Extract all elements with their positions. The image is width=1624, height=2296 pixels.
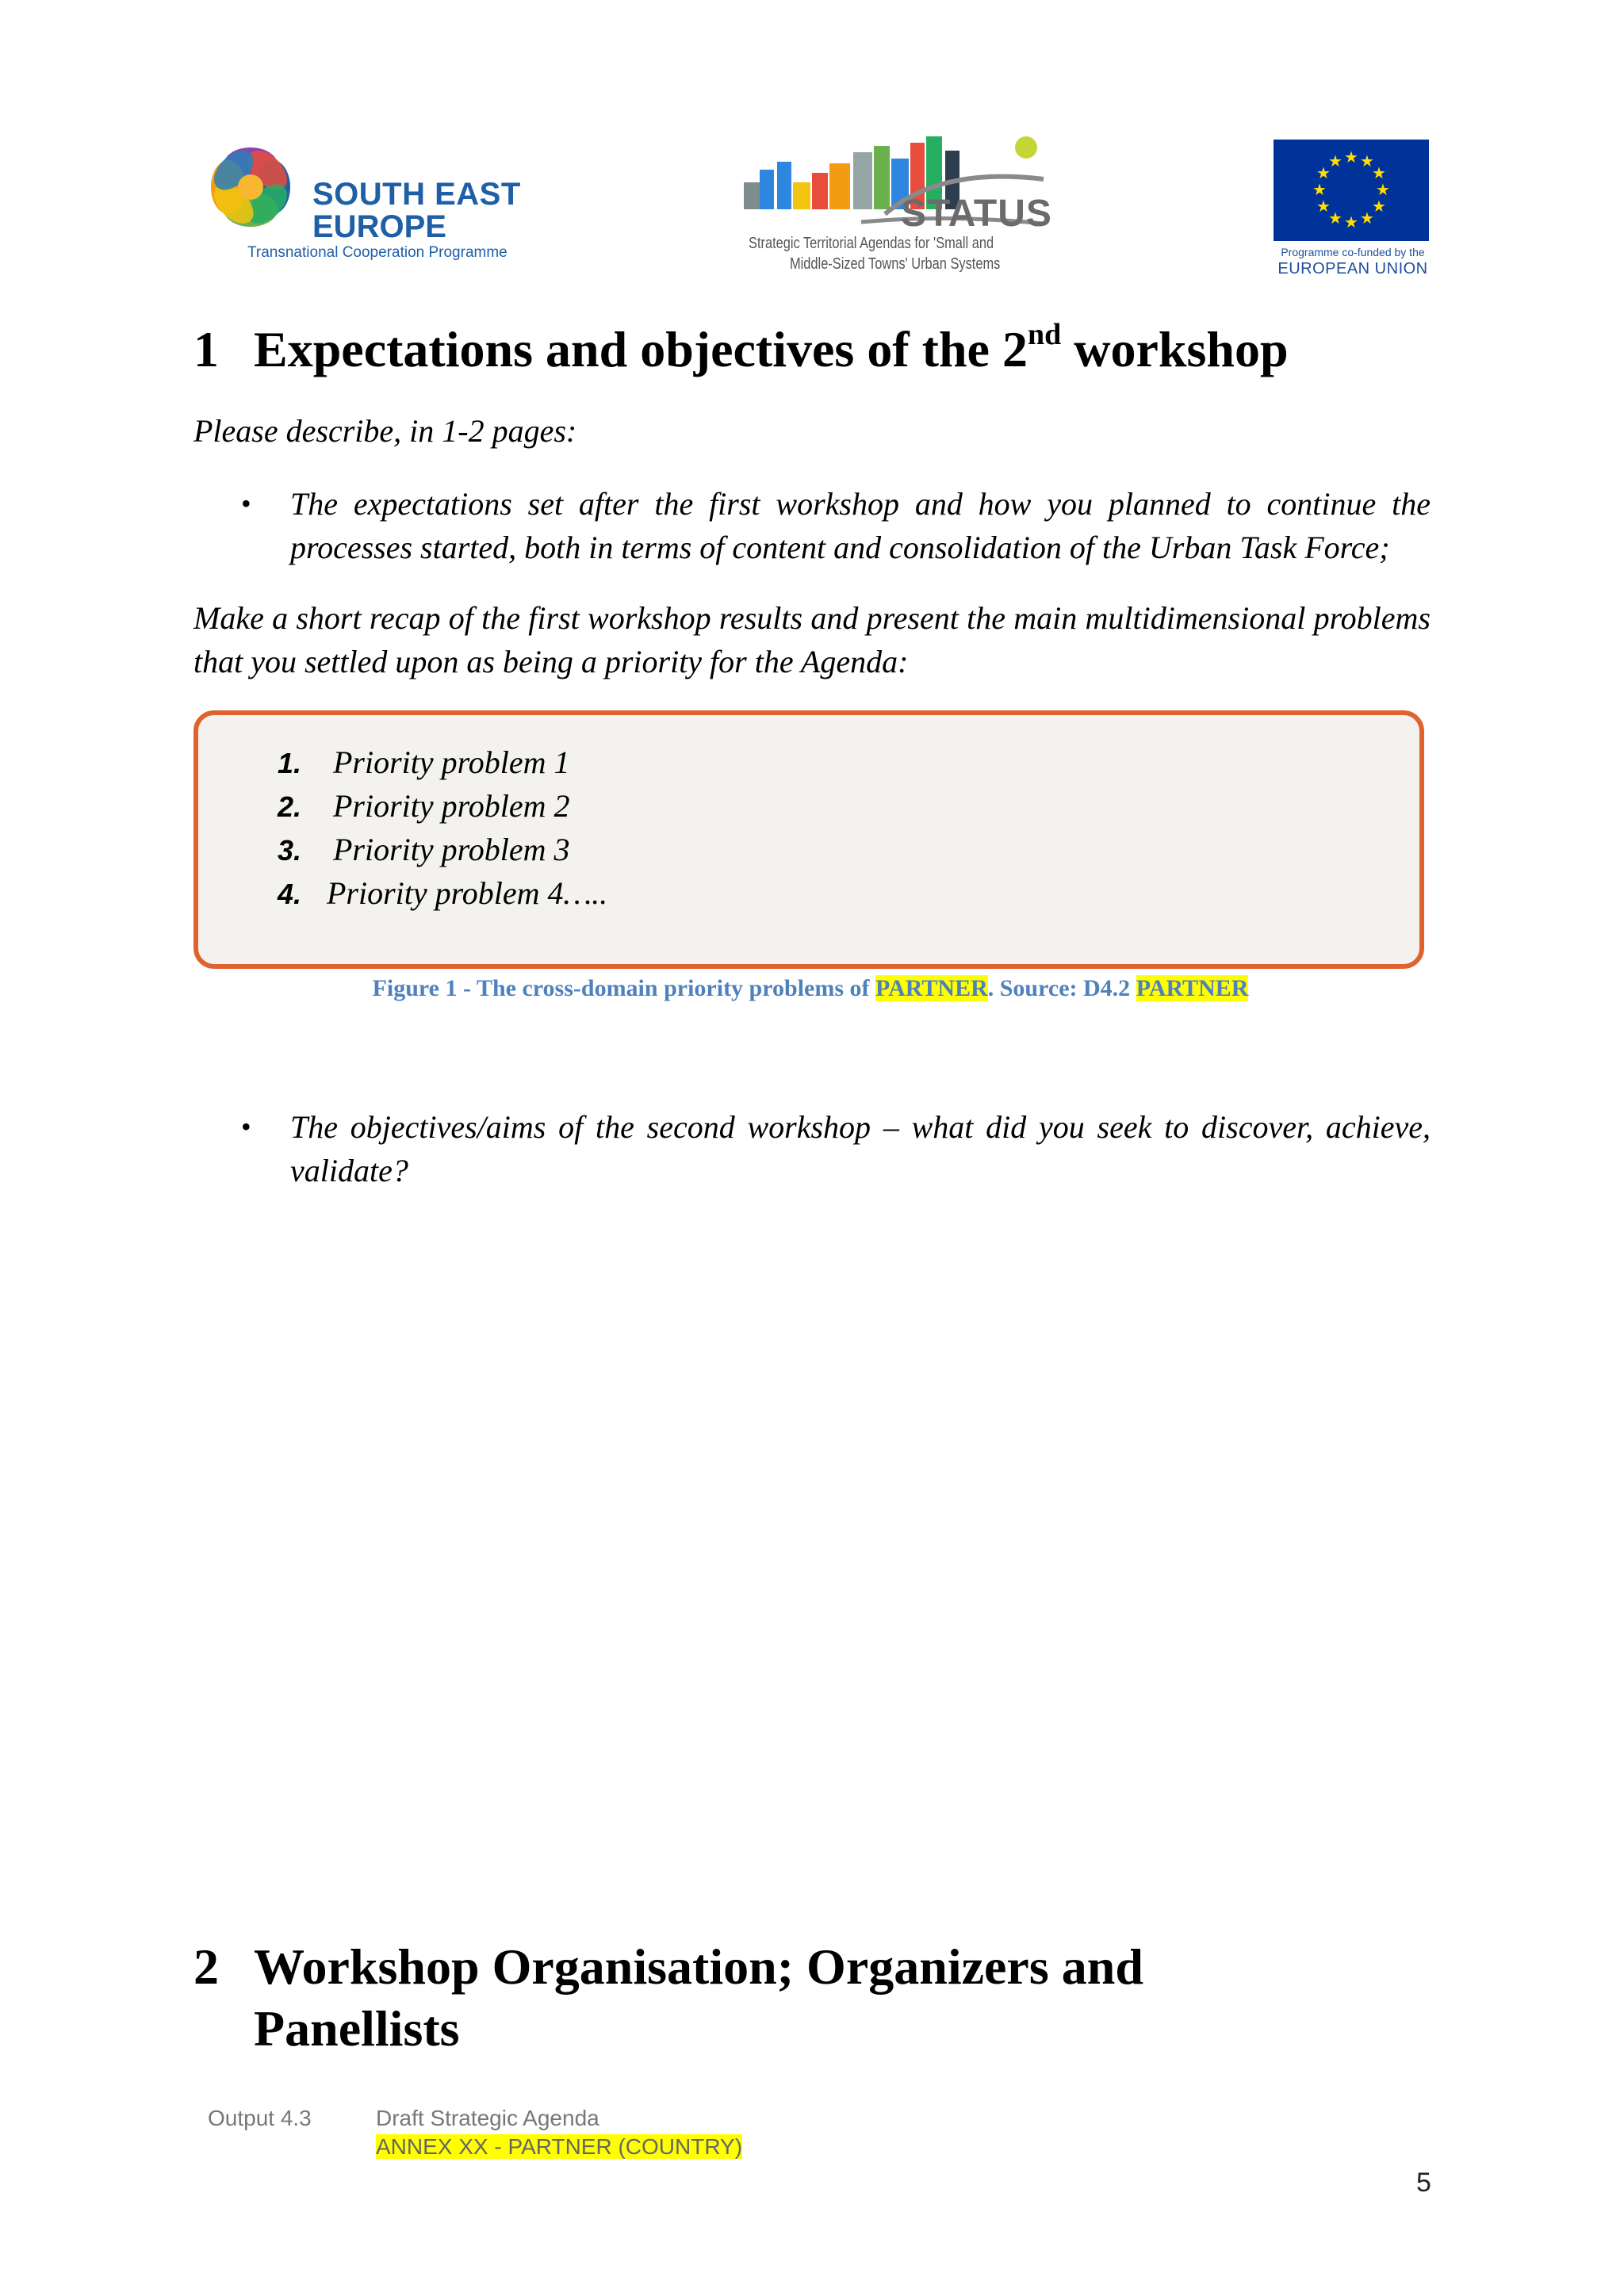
- svg-text:★: ★: [1316, 197, 1331, 216]
- priority-item: [278, 828, 570, 872]
- svg-text:★: ★: [1372, 163, 1386, 182]
- see-logo-line3: Transnational Cooperation Programme: [247, 244, 508, 261]
- eu-caption-line1: Programme co-funded by the: [1281, 246, 1425, 258]
- recap-paragraph: Make a short recap of the first workshop results and present the main multidimensional problems that you settled upon as being a priority for the Agenda:: [193, 600, 1431, 679]
- bullet-dot: •: [241, 488, 251, 519]
- priority-text: Priority problem 1: [333, 744, 570, 780]
- section-1-title-end: workshop: [1061, 321, 1289, 377]
- priority-text: Priority problem 2: [333, 788, 570, 824]
- see-logo-line1: SOUTH EAST: [312, 177, 521, 212]
- section-1-title-superscript: nd: [1027, 318, 1062, 351]
- status-logo-tagline-1: Strategic Territorial Agendas for 'Small and: [749, 235, 994, 252]
- section-1-title-main: Expectations and objectives of the 2: [254, 321, 1028, 377]
- priority-item: [278, 871, 607, 916]
- section-1-number: 1: [193, 321, 219, 377]
- bullet-objectives: The objectives/aims of the second workshop – what did you seek to discover, achieve, validate?: [290, 1109, 1431, 1188]
- section-2-title-line2: Panellists: [254, 2000, 460, 2057]
- section-2-heading: [193, 1936, 1431, 2063]
- priority-number: 1.: [278, 747, 302, 779]
- eu-logo: [1274, 140, 1432, 282]
- page-number: 5: [1416, 2168, 1431, 2198]
- svg-text:★: ★: [1328, 151, 1342, 170]
- priority-item: [278, 784, 570, 828]
- priority-number: 2.: [278, 790, 302, 823]
- svg-text:★: ★: [1328, 209, 1342, 228]
- section-1-title: [254, 319, 1289, 381]
- eu-stars-icon: [1274, 140, 1429, 241]
- svg-text:★: ★: [1360, 209, 1374, 228]
- priority-text: Priority problem 3: [333, 832, 570, 867]
- svg-text:★: ★: [1316, 163, 1331, 182]
- bullet-dot: •: [241, 1111, 251, 1142]
- section-1-heading: [193, 319, 1431, 382]
- priority-number: 4.: [278, 878, 302, 910]
- status-logo-word: STATUS: [901, 193, 1052, 235]
- svg-text:★: ★: [1360, 151, 1374, 170]
- svg-text:★: ★: [1312, 180, 1327, 199]
- section-2-number: 2: [193, 1938, 219, 1995]
- see-logo-line2: EUROPE: [312, 209, 446, 244]
- svg-text:★: ★: [1344, 147, 1358, 166]
- bullet-expectations: The expectations set after the first workshop and how you planned to continue the processes started, both in terms of content and consolidation of the Urban Task Force;: [290, 486, 1431, 565]
- caption-text-1: Figure 1 - The cross-domain priority problems of: [372, 975, 876, 1001]
- priority-problems-box: [193, 710, 1424, 969]
- priority-number: 3.: [278, 834, 302, 867]
- status-logo: [742, 135, 1059, 277]
- caption-highlight-partner: PARTNER: [1136, 975, 1249, 1001]
- svg-text:★: ★: [1376, 180, 1390, 199]
- footer-annex: ANNEX XX - PARTNER (COUNTRY): [376, 2134, 743, 2159]
- priority-item: [278, 740, 570, 785]
- figure-caption: [193, 975, 1427, 1002]
- footer-doc-title: Draft Strategic Agenda: [376, 2106, 599, 2130]
- south-east-europe-logo: [195, 132, 528, 266]
- svg-text:★: ★: [1344, 212, 1358, 232]
- caption-text-2: . Source: D4.2: [987, 975, 1136, 1001]
- see-flower-icon: [195, 132, 306, 243]
- priority-text: Priority problem 4…..: [327, 875, 608, 911]
- footer-output-label: Output 4.3: [208, 2106, 312, 2130]
- intro-text: Please describe, in 1-2 pages:: [193, 413, 577, 449]
- svg-text:★: ★: [1372, 197, 1386, 216]
- caption-highlight-partner: PARTNER: [875, 975, 988, 1001]
- eu-caption-line2: EUROPEAN UNION: [1277, 260, 1428, 277]
- eu-flag-icon: [1274, 140, 1429, 241]
- section-2-title-line1: Workshop Organisation; Organizers and: [254, 1938, 1143, 1995]
- status-logo-tagline-2: Middle-Sized Towns' Urban Systems: [790, 255, 1001, 273]
